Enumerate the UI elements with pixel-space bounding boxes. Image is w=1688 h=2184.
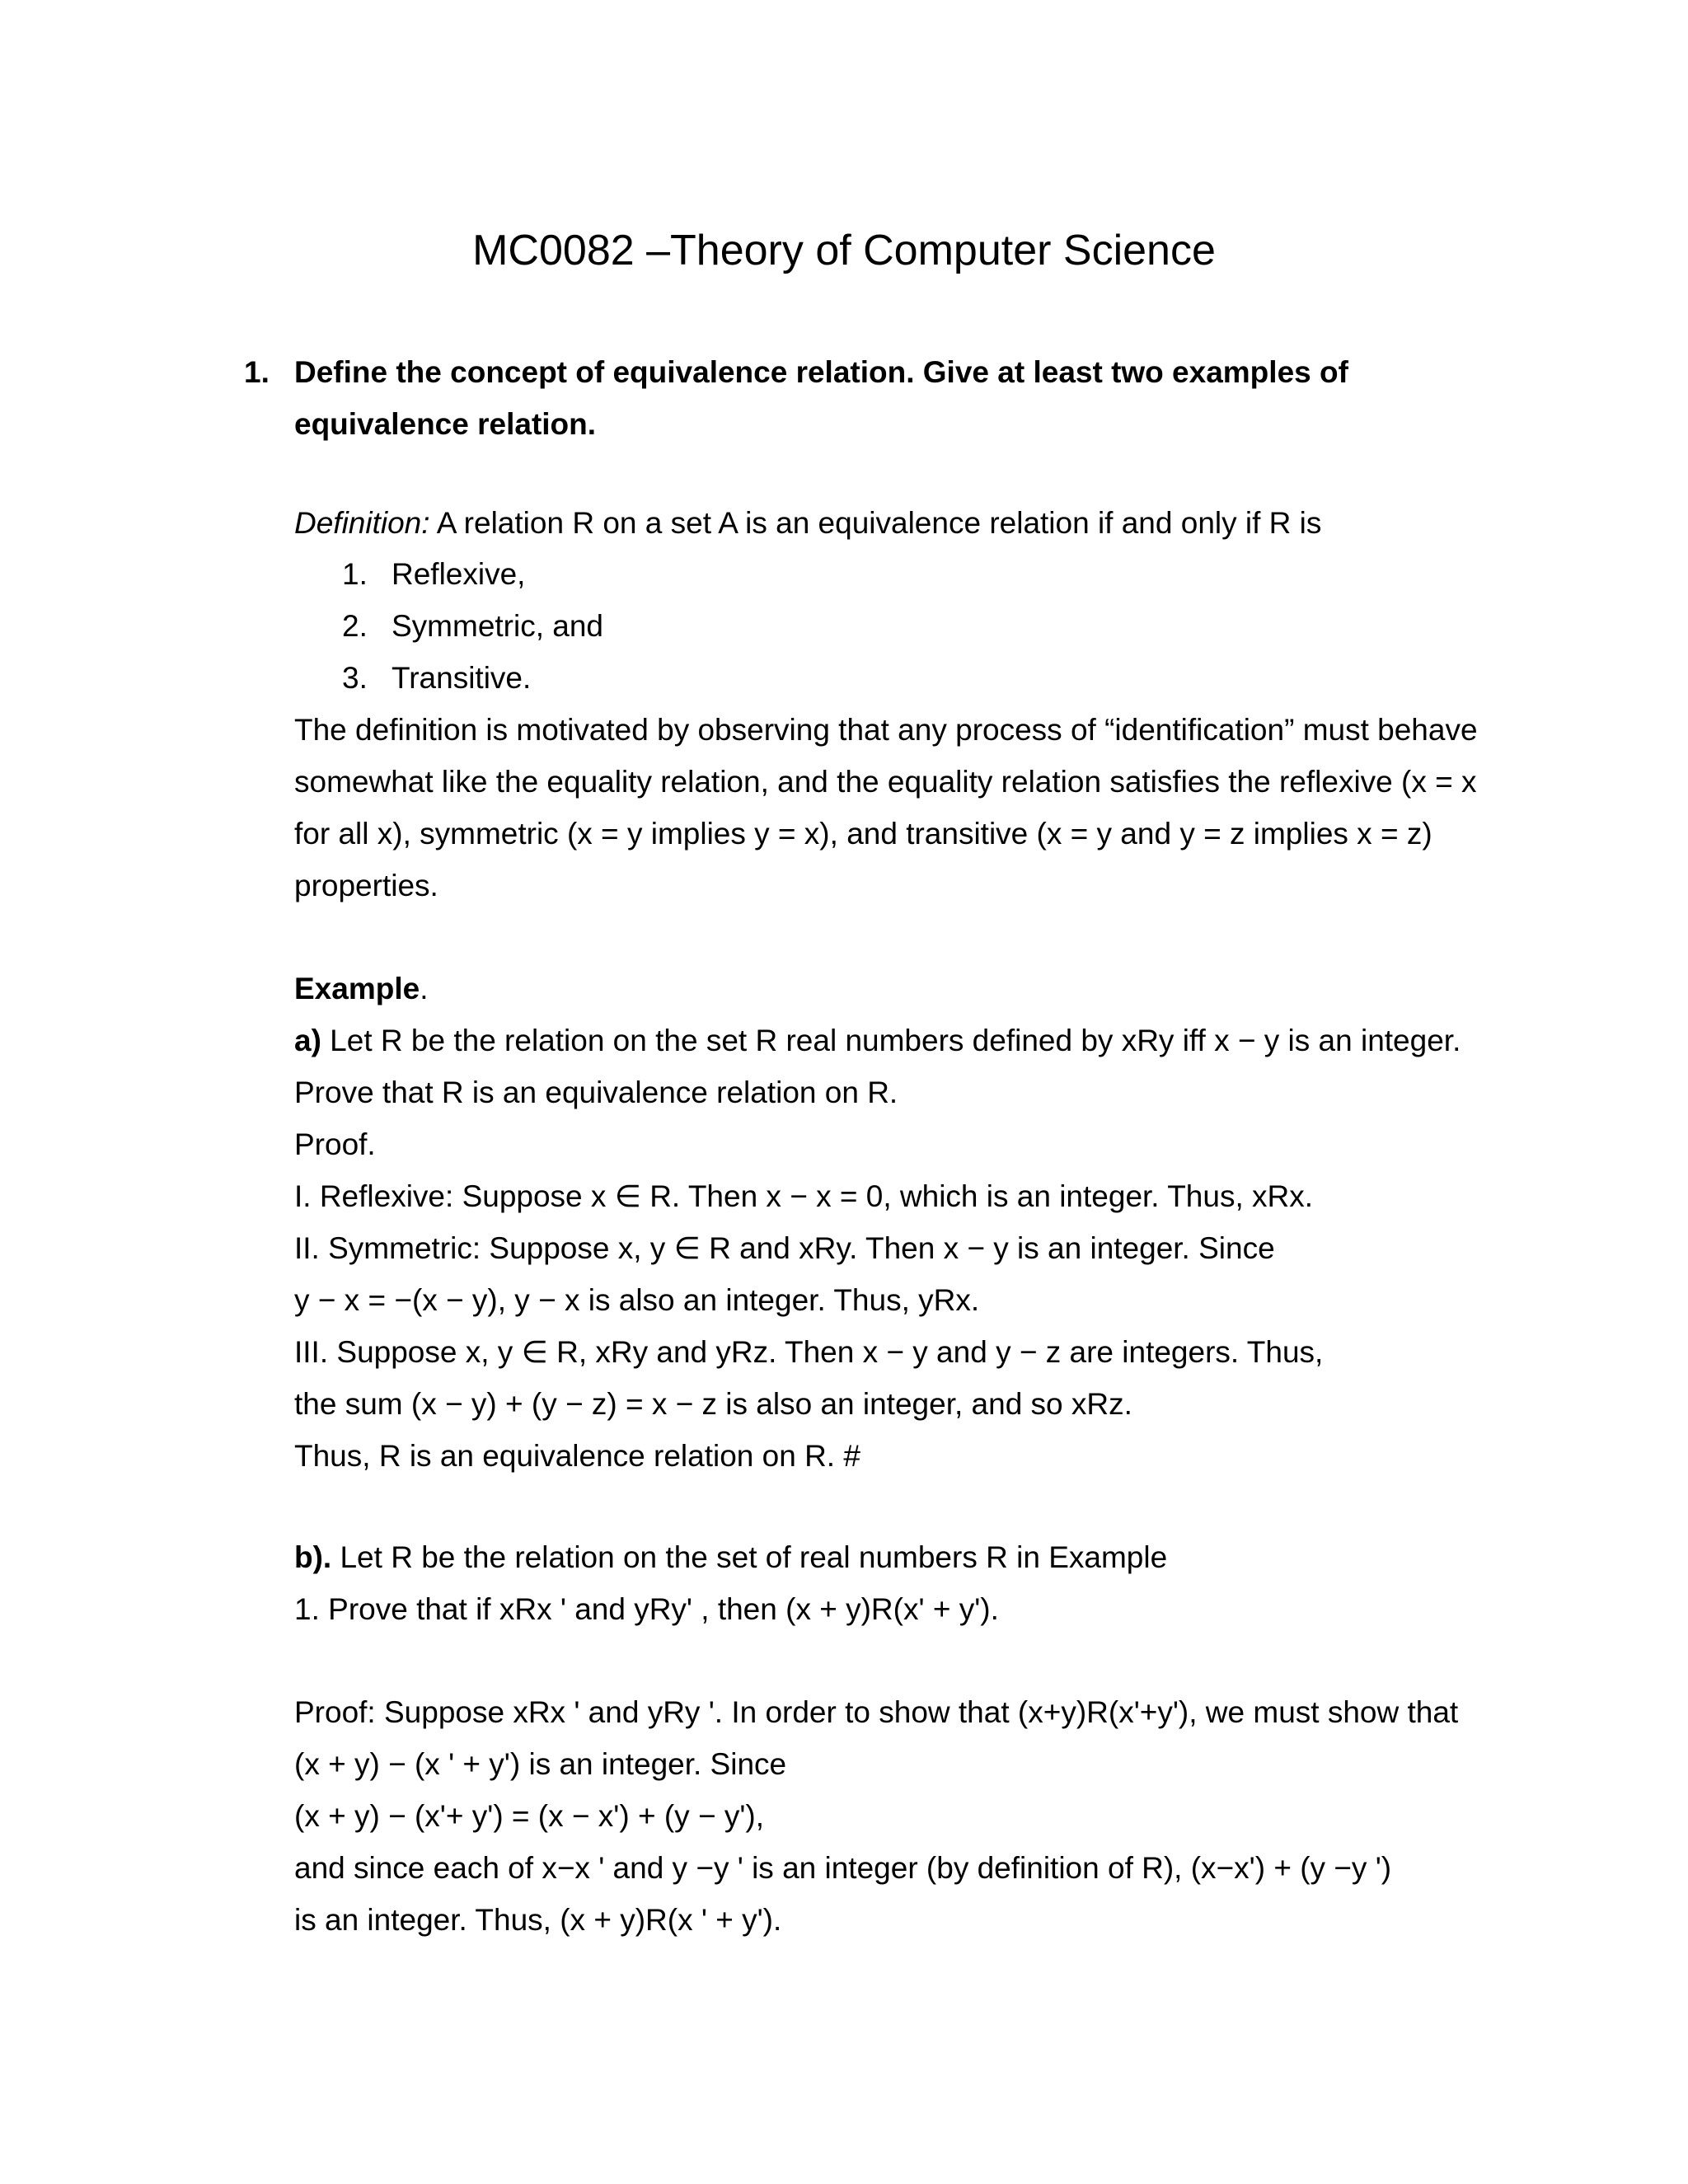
list-item-number: 3. [342, 661, 368, 695]
motivation-line: for all x), symmetric (x = y implies y = x), and transitive (x = y and y = z implies x = z) [294, 817, 1432, 851]
definition-line [294, 497, 1473, 549]
proof-line: (x + y) − (x'+ y') = (x − x') + (y − y'), [294, 1799, 764, 1833]
example-heading-text: Example [294, 972, 420, 1005]
proof-line: Thus, R is an equivalence relation on R. # [294, 1439, 860, 1473]
example-b-line [294, 1531, 1473, 1583]
question-line-2: equivalence relation. [294, 407, 597, 441]
example-a-text: Let R be the relation on the set R real numbers defined by xRy iff x − y is an integer. [321, 1024, 1461, 1057]
proof-line: (x + y) − (x ' + y') is an integer. Since [294, 1747, 787, 1781]
proof-line: is an integer. Thus, (x + y)R(x ' + y'). [294, 1903, 782, 1937]
definition-label: Definition: [294, 506, 430, 540]
example-b-label: b). [294, 1540, 332, 1574]
example-heading-suffix: . [420, 972, 429, 1005]
list-item-text: Symmetric, and [392, 609, 604, 643]
motivation-line: somewhat like the equality relation, and the equality relation satisfies the reflexive (x = x [294, 765, 1477, 799]
proof-line: III. Suppose x, y ∈ R, xRy and yRz. Then x − y and y − z are integers. Thus, [294, 1335, 1324, 1369]
proof-paragraph [294, 1686, 1473, 1946]
example-b-section [294, 1531, 1473, 1635]
motivation-paragraph [294, 704, 1478, 912]
example-b-line-2: 1. Prove that if xRx ' and yRy' , then (x + y)R(x' + y'). [294, 1592, 999, 1626]
definition-paragraph [294, 497, 1473, 549]
proof-line: and since each of x−x ' and y −y ' is an integer (by definition of R), (x−x') + (y −y ') [294, 1851, 1392, 1885]
proof-line: Proof. [294, 1127, 376, 1161]
proof-line: II. Symmetric: Suppose x, y ∈ R and xRy. Then x − y is an integer. Since [294, 1231, 1275, 1265]
proof-line: Prove that R is an equivalence relation on R. [294, 1076, 898, 1109]
motivation-line: The definition is motivated by observing that any process of “identification” must behave [294, 713, 1478, 747]
question-line-1: Define the concept of equivalence relation. Give at least two examples of [294, 355, 1348, 389]
list-item-text: Transitive. [392, 661, 532, 695]
example-heading [294, 963, 1473, 1015]
question-number: 1. [244, 355, 270, 389]
list-item-number: 1. [342, 557, 368, 591]
definition-text: A relation R on a set A is an equivalence relation if and only if R is [429, 506, 1322, 540]
proof-line: the sum (x − y) + (y − z) = x − z is also an integer, and so xRz. [294, 1387, 1132, 1421]
example-section [294, 963, 1473, 1482]
proof-line: y − x = −(x − y), y − x is also an integer. Thus, yRx. [294, 1283, 980, 1317]
motivation-line: properties. [294, 869, 438, 902]
example-a-label: a) [294, 1024, 321, 1057]
page-title: MC0082 –Theory of Computer Science [472, 227, 1216, 274]
question-text [294, 346, 1448, 450]
example-b-text: Let R be the relation on the set of real numbers R in Example [331, 1540, 1168, 1574]
proof-line: I. Reflexive: Suppose x ∈ R. Then x − x = 0, which is an integer. Thus, xRx. [294, 1179, 1314, 1213]
proof-line: Proof: Suppose xRx ' and yRy '. In order to show that (x+y)R(x'+y'), we must show that [294, 1695, 1459, 1729]
list-item-number: 2. [342, 609, 368, 643]
example-a-line [294, 1015, 1473, 1066]
list-item-text: Reflexive, [392, 557, 526, 591]
